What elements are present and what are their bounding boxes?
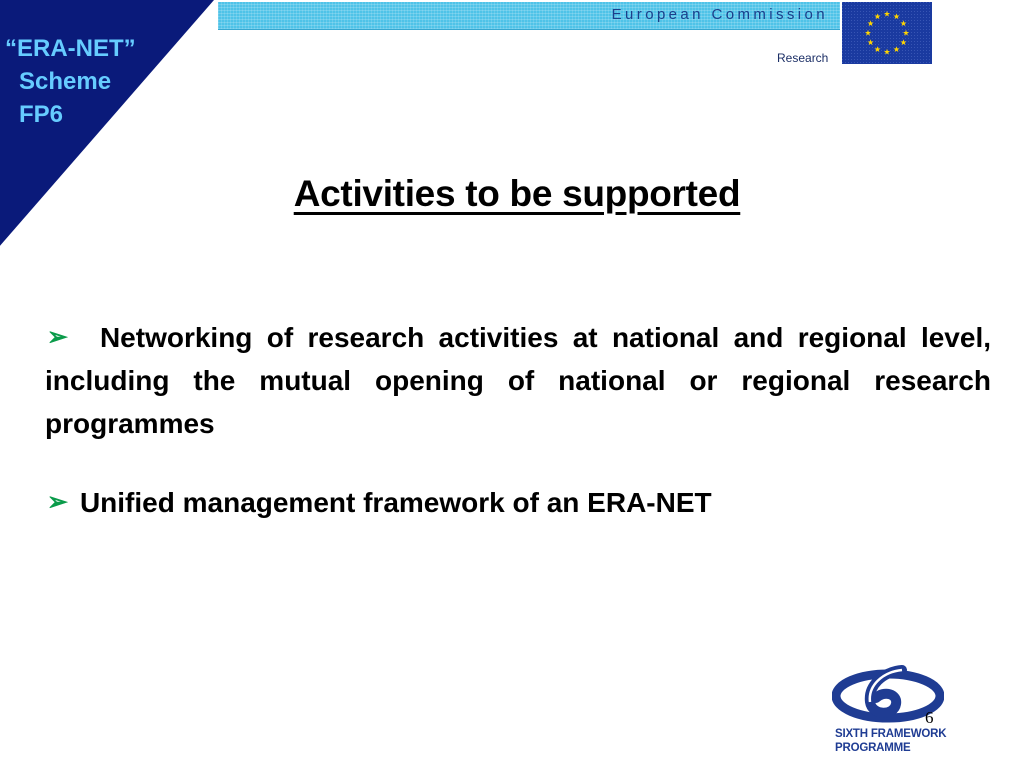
fp6-caption — [835, 727, 946, 755]
header-banner — [218, 2, 840, 30]
banner-title: European Commission — [611, 6, 828, 23]
research-label: Research — [777, 51, 829, 65]
fp6-caption-line1: SIXTH FRAMEWORK — [835, 728, 947, 740]
slide-title-text: Activities to be supported — [293, 173, 741, 214]
bullet-text-management: Unified management framework of an ERA-NET — [79, 487, 712, 518]
eu-flag-icon — [842, 2, 932, 64]
corner-label — [0, 32, 168, 131]
corner-line-scheme: Scheme — [19, 68, 112, 95]
corner-line-fp6: FP6 — [19, 101, 64, 128]
corner-line-era-net: “ERA-NET” — [5, 35, 136, 62]
page-number: 6 — [925, 708, 934, 727]
bullet-text-networking: Networking of research activities at national and regional level, including the mutual opening of national or regional research programmes — [45, 322, 991, 439]
fp6-caption-line2: PROGRAMME — [835, 742, 911, 754]
arrow-bullet-icon: ➢ — [47, 323, 68, 351]
arrow-bullet-icon: ➢ — [47, 488, 68, 516]
bullet-item-management — [45, 481, 991, 524]
slide-title — [0, 170, 1024, 218]
bullet-item-networking — [45, 316, 991, 445]
